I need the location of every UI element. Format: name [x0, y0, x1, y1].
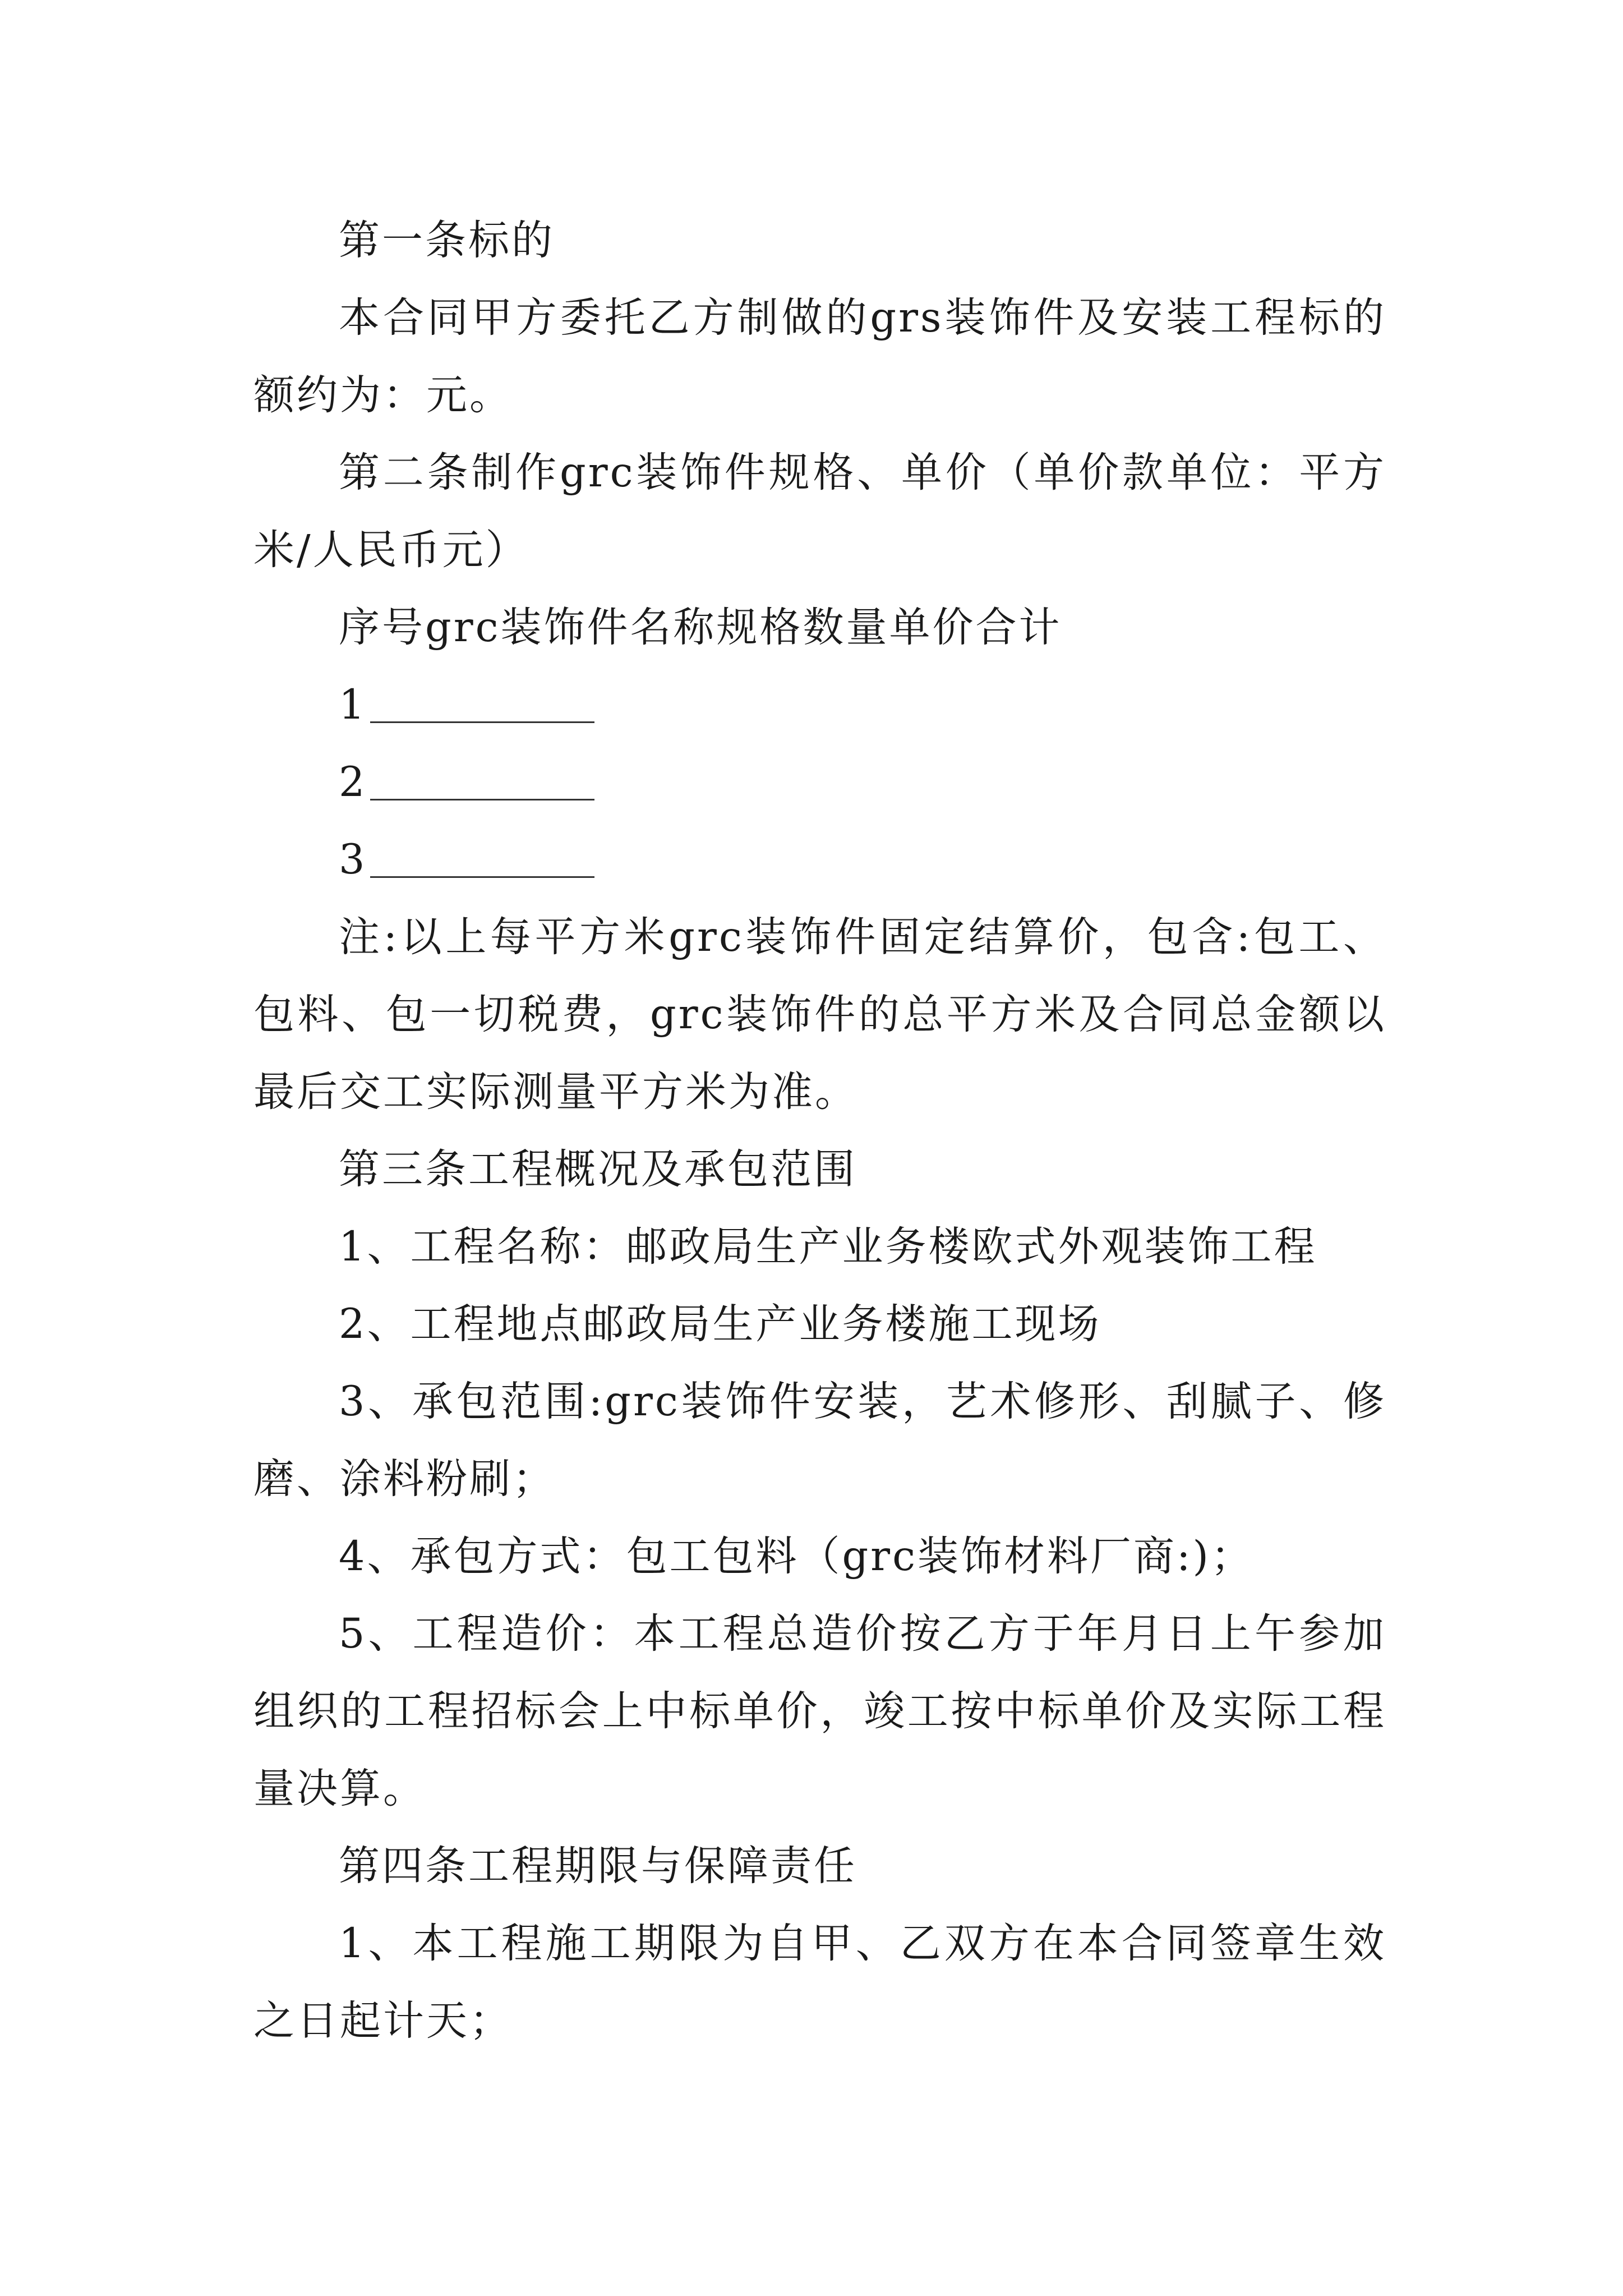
blank-line [370, 720, 594, 723]
article-4-heading: 第四条工程期限与保障责任 [339, 1842, 857, 1890]
row-number: 1 [339, 681, 367, 729]
article-3-item-5: 5、工程造价：本工程总造价按乙方于年月日上午参加组织的工程招标会上中标单价，竣工按中标单价及实际工程量决算。 [253, 1610, 1386, 1812]
article-1-heading: 第一条标的 [339, 217, 555, 264]
article-3-item-1: 1、工程名称：邮政局生产业务楼欧式外观装饰工程 [339, 1223, 1317, 1271]
row-number: 3 [339, 836, 367, 884]
article-3-item-2: 2、工程地点邮政局生产业务楼施工现场 [339, 1300, 1101, 1348]
document-body [253, 202, 1386, 2060]
blank-line [370, 798, 594, 800]
table-row-2 [253, 744, 1386, 821]
article-4-item-1: 1、本工程施工期限为自甲、乙双方在本合同签章生效之日起计天； [253, 1920, 1386, 2045]
article-2-heading: 第二条制作grc装饰件规格、单价（单价款单位：平方米/人民币元） [253, 449, 1386, 574]
table-row-1 [253, 666, 1386, 744]
blank-line [370, 875, 594, 878]
table-row-3 [253, 821, 1386, 899]
article-3-item-4: 4、承包方式：包工包料（grc装饰材料厂商:)； [339, 1533, 1255, 1580]
note-paragraph: 注:以上每平方米grc装饰件固定结算价，包含:包工、包料、包一切税费，grc装饰件的总平方米及合同总金额以最后交工实际测量平方米为准。 [253, 913, 1386, 1116]
article-3-heading: 第三条工程概况及承包范围 [339, 1145, 857, 1193]
row-number: 2 [339, 758, 367, 806]
article-3-item-3: 3、承包范围:grc装饰件安装，艺术修形、刮腻子、修磨、涂料粉刷； [253, 1378, 1386, 1503]
article-1-body: 本合同甲方委托乙方制做的grs装饰件及安装工程标的额约为：元。 [253, 294, 1386, 419]
table-header: 序号grc装饰件名称规格数量单价合计 [339, 604, 1062, 651]
